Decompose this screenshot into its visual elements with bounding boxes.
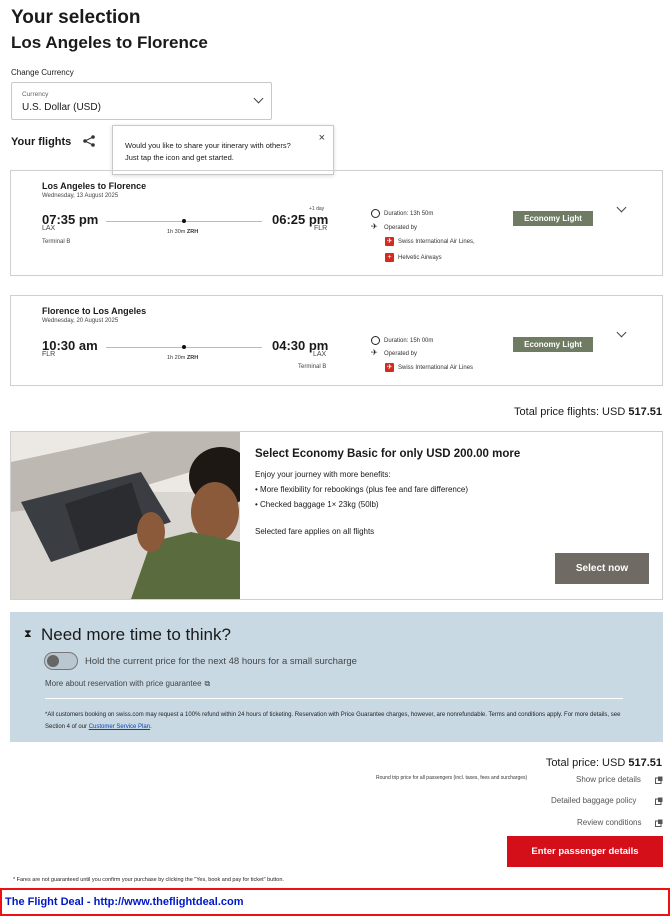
show-price-details-link[interactable]: Show price details (576, 775, 641, 784)
total-price-flights: Total price flights: USD 517.51 (514, 406, 662, 418)
watermark-banner (0, 888, 670, 916)
upsell-photo (11, 432, 240, 599)
select-now-button[interactable]: Select now (555, 553, 649, 584)
flight-date: Wednesday, 20 August 2025 (42, 318, 119, 324)
chevron-down-icon[interactable] (617, 328, 627, 338)
refund-disclaimer: *All customers booking on swiss.com may request a 100% refund within 24 hours of ticketing. Reservation with Price Guarantee charges, however, are nonrefundable. Terms and conditions apply. For more details, see Section 4 of our Customer Service Plan. (45, 712, 621, 730)
fare-badge: Economy Light (513, 211, 593, 226)
departure-time: 10:30 am (42, 338, 98, 353)
stopover-dot (182, 345, 186, 349)
upsell-title: Select Economy Basic for only USD 200.00 more (255, 448, 521, 460)
arrival-airport: FLR (314, 225, 328, 232)
flight-card-outbound[interactable] (10, 170, 663, 276)
benefit-item: • Checked baggage 1× 23kg (50lb) (255, 500, 379, 509)
stopover-dot (182, 219, 186, 223)
stopover-info: 1h 20m ZRH (167, 355, 199, 361)
tooltip-text: Would you like to share your itinerary with others? Just tap the icon and get started. (125, 141, 291, 162)
fare-badge: Economy Light (513, 337, 593, 352)
share-icon[interactable] (82, 135, 96, 147)
upsell-card (10, 431, 663, 600)
operated-by-label: Operated by (384, 351, 418, 357)
benefit-item: • More flexibility for rebookings (plus fee and fare difference) (255, 485, 468, 494)
chevron-down-icon[interactable] (617, 203, 627, 213)
hold-price-toggle[interactable] (44, 652, 78, 670)
toggle-knob (47, 655, 59, 667)
external-link-icon (655, 819, 663, 827)
swiss-logo-icon: ✈ (386, 364, 393, 371)
external-link-icon (655, 797, 663, 805)
fare-footnote: * Fares are not guaranteed until you confirm your purchase by clicking the "Yes, book and pay for ticket" button. (13, 877, 284, 883)
arrival-terminal: Terminal B (298, 364, 327, 370)
upsell-lead: Enjoy your journey with more benefits: (255, 470, 391, 479)
carrier-name: Helvetic Airways (398, 255, 442, 261)
arrival-time: 06:25 pm (272, 212, 329, 227)
page-title: Your selection (11, 7, 141, 28)
departure-airport: FLR (42, 351, 56, 358)
route-title: Los Angeles to Florence (11, 33, 208, 52)
price-hold-panel (10, 612, 663, 742)
arrival-time: 04:30 pm (272, 338, 329, 353)
hold-toggle-label: Hold the current price for the next 48 hours for a small surcharge (85, 656, 357, 667)
clock-icon (371, 336, 380, 345)
departure-terminal: Terminal B (42, 239, 71, 245)
watermark-text: The Flight Deal - http://www.theflightdeal.com (5, 896, 244, 908)
hold-title: Need more time to think? (41, 625, 231, 644)
external-link-icon (655, 776, 663, 784)
enter-passenger-details-button[interactable]: Enter passenger details (507, 836, 663, 867)
customer-service-plan-link[interactable]: Customer Service Plan (88, 724, 151, 730)
departure-airport: LAX (42, 225, 56, 232)
divider (45, 698, 623, 699)
currency-field-label: Currency (22, 91, 49, 98)
plane-icon: ✈ (371, 222, 378, 231)
flight-card-return[interactable] (10, 295, 663, 386)
helvetic-logo-icon: + (385, 253, 394, 262)
close-icon[interactable]: × (318, 132, 325, 144)
change-currency-label: Change Currency (11, 68, 74, 77)
flight-duration: Duration: 13h 50m (384, 211, 434, 217)
flight-date: Wednesday, 13 August 2025 (42, 193, 119, 199)
review-conditions-link[interactable]: Review conditions (577, 818, 642, 827)
currency-select[interactable] (11, 82, 272, 120)
upsell-note: Selected fare applies on all flights (255, 527, 375, 536)
plane-icon: ✈ (371, 348, 378, 357)
share-tooltip (112, 125, 334, 175)
flight-duration: Duration: 15h 00m (384, 338, 434, 344)
flight-route: Florence to Los Angeles (42, 306, 147, 316)
baggage-policy-link[interactable]: Detailed baggage policy (551, 796, 637, 805)
clock-icon (371, 209, 380, 218)
carrier-name: Swiss International Air Lines, (398, 239, 475, 245)
arrival-airport: LAX (313, 351, 327, 358)
flight-route: Los Angeles to Florence (42, 181, 147, 191)
price-guarantee-link[interactable]: More about reservation with price guarantee ⧉ (45, 679, 211, 688)
chevron-down-icon (254, 94, 264, 104)
day-offset: +1 day (309, 206, 325, 212)
carrier-name: Swiss International Air Lines (398, 365, 474, 371)
stopover-info: 1h 30m ZRH (167, 229, 199, 235)
your-flights-heading: Your flights (11, 136, 72, 148)
currency-value: U.S. Dollar (USD) (22, 102, 101, 113)
departure-time: 07:35 pm (42, 212, 99, 227)
total-price-note: Round trip price for all passengers (incl. taxes, fees and surcharges) (376, 775, 528, 781)
total-price: Total price: USD 517.51 (545, 757, 662, 769)
hourglass-icon: ⧗ (24, 628, 32, 640)
operated-by-label: Operated by (384, 225, 418, 231)
external-link-icon: ⧉ (204, 679, 211, 688)
swiss-logo-icon: ✈ (386, 238, 393, 245)
